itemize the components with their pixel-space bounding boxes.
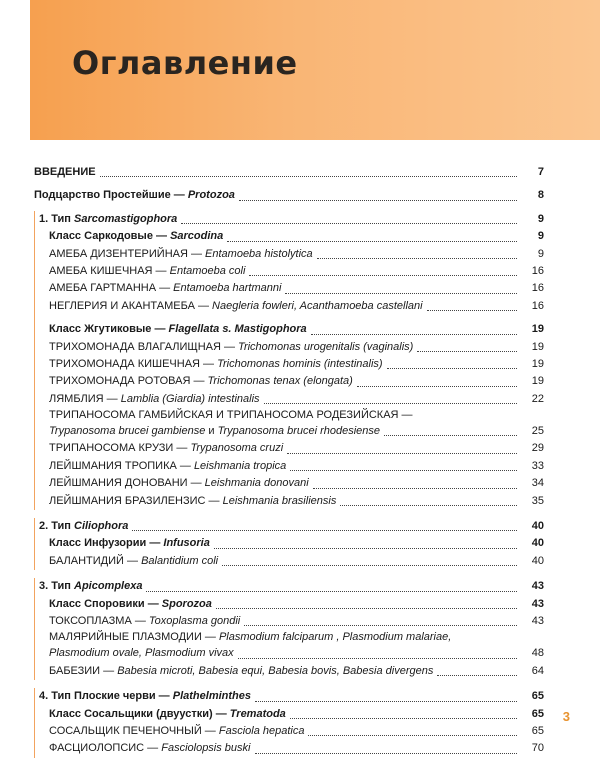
section-sarcomastigophora [34, 211, 544, 510]
toc-entry-type-4[interactable]: 4. Тип Плоские черви — Plathelminthes 65 [39, 690, 544, 703]
toc-entry-type-3[interactable]: 3. Тип Apicomplexa 43 [39, 580, 544, 593]
toc-entry-class-sarcodina[interactable]: Класс Саркодовые — Sarcodina 9 [49, 230, 544, 243]
toc-entry[interactable]: ТОКСОПЛАЗМА — Toxoplasma gondii 43 [49, 614, 544, 627]
toc-entry[interactable]: БАБЕЗИИ — Babesia microti, Babesia equi, Babesia bovis, Babesia divergens 64 [49, 664, 544, 677]
title-banner [30, 0, 600, 140]
toc-entry[interactable]: ТРИХОМОНАДА КИШЕЧНАЯ — Trichomonas hominis (intestinalis) 19 [49, 357, 544, 370]
toc-entry-intro[interactable]: ВВЕДЕНИЕ 7 [34, 165, 544, 178]
toc-entry[interactable]: АМЕБА ДИЗЕНТЕРИЙНАЯ — Entamoeba histolytica 9 [49, 247, 544, 260]
page-title: Оглавление [72, 44, 298, 82]
toc-entry[interactable]: ЛЯМБЛИЯ — Lamblia (Giardia) intestinalis 22 [49, 392, 544, 405]
toc-entry[interactable]: АМЕБА ГАРТМАННА — Entamoeba hartmanni 16 [49, 282, 544, 295]
leader-dots [239, 200, 517, 201]
section-apicomplexa [34, 578, 544, 680]
toc-entry[interactable]: НЕГЛЕРИЯ И АКАНТАМЕБА — Naegleria fowleri, Acanthamoeba castellani 16 [49, 299, 544, 312]
toc-entry-type-1[interactable]: 1. Тип Sarcomastigophora 9 [39, 212, 544, 225]
toc-entry-class-infusoria[interactable]: Класс Инфузории — Infusoria 40 [49, 537, 544, 550]
toc-entry[interactable]: ЛЕЙШМАНИЯ БРАЗИЛЕНЗИС — Leishmania brasiliensis 35 [49, 494, 544, 507]
toc-entry[interactable]: ТРИХОМОНАДА РОТОВАЯ — Trichomonas tenax (elongata) 19 [49, 375, 544, 388]
toc-entry[interactable]: ЛЕЙШМАНИЯ ТРОПИКА — Leishmania tropica 33 [49, 459, 544, 472]
toc-entry[interactable]: СОСАЛЬЩИК ПЕЧЕНОЧНЫЙ — Fasciola hepatica 65 [49, 724, 544, 737]
toc-entry[interactable]: АМЕБА КИШЕЧНАЯ — Entamoeba coli 16 [49, 264, 544, 277]
toc-entry[interactable]: ЛЕЙШМАНИЯ ДОНОВАНИ — Leishmania donovani 34 [49, 477, 544, 490]
toc-entry-type-2[interactable]: 2. Тип Ciliophora 40 [39, 520, 544, 533]
toc-entry-protozoa[interactable]: Подцарство Простейшие — Protozoa 8 [34, 189, 544, 202]
toc-entry[interactable]: ФАСЦИОЛОПСИС — Fasciolopsis buski 70 [49, 742, 544, 755]
toc-entry[interactable]: Trypanosoma brucei gambiense и Trypanosoma brucei rhodesiense 25 [49, 425, 544, 438]
section-ciliophora [34, 518, 544, 570]
toc-entry-line1[interactable]: ТРИПАНОСОМА ГАМБИЙСКАЯ И ТРИПАНОСОМА РОДЕЗИЙСКАЯ — [49, 409, 413, 422]
leader-dots [100, 176, 517, 177]
table-of-contents [34, 164, 544, 758]
section-plathelminthes [34, 688, 544, 758]
toc-entry-class-flagellata[interactable]: Класс Жгутиковые — Flagellata s. Mastigophora 19 [49, 323, 544, 336]
toc-entry-line1[interactable]: МАЛЯРИЙНЫЕ ПЛАЗМОДИИ — Plasmodium falciparum , Plasmodium malariae, [49, 631, 452, 644]
toc-entry[interactable]: БАЛАНТИДИЙ — Balantidium coli 40 [49, 554, 544, 567]
toc-entry[interactable]: ТРИПАНОСОМА КРУЗИ — Trypanosoma cruzi 29 [49, 442, 544, 455]
page-number: 3 [562, 709, 570, 724]
toc-entry[interactable]: ТРИХОМОНАДА ВЛАГАЛИЩНАЯ — Trichomonas urogenitalis (vaginalis) 19 [49, 340, 544, 353]
toc-entry-class-trematoda[interactable]: Класс Сосальщики (двуустки) — Trematoda 65 [49, 707, 544, 720]
toc-entry[interactable]: Plasmodium ovale, Plasmodium vivax 48 [49, 647, 544, 660]
toc-entry-class-sporozoa[interactable]: Класс Споровики — Sporozoa 43 [49, 597, 544, 610]
